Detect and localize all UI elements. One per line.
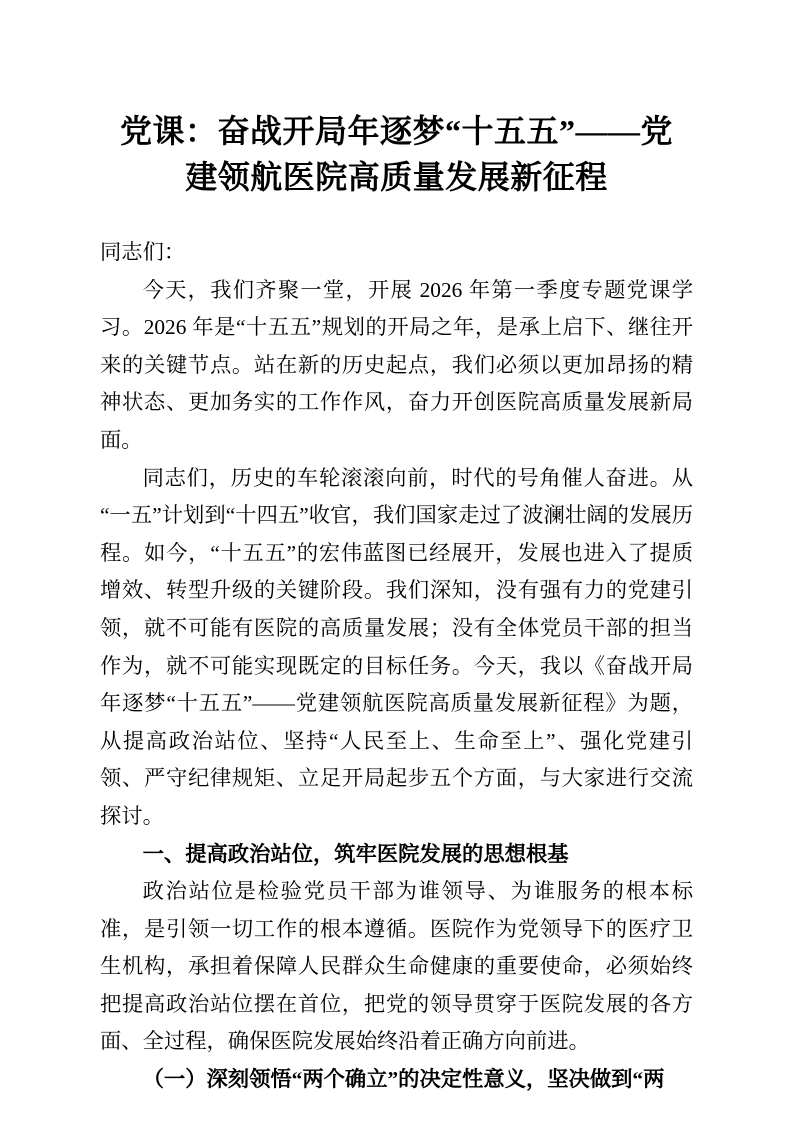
subsection-heading: （一）深刻领悟“两个确立”的决定性意义，坚决做到“两 [142,1067,665,1092]
document-title-line-1: 党课：奋战开局年逐梦“十五五”——党 [119,113,673,149]
paragraph: 同志们，历史的车轮滚滚向前，时代的号角催人奋进。从“一五”计划到“十四五”收官，我们国家走过了波澜壮阔的发展历程。如今，“十五五”的宏伟蓝图已经展开，发展也进入了提质增效、转型升级的关键阶段。我们深知，没有强有力的党建引领，就不可能有医院的高质量发展；没有全体党员干部的担当作为，就不可能实现既定的目标任务。今天，我以《奋战开局年逐梦“十五五”——党建领航医院高质量发展新征程》为题，从提高政治站位、坚持“人民至上、生命至上”、强化党建引领、严守纪律规矩、立足开局起步五个方面，与大家进行交流探讨。 [100,465,693,828]
paragraph: 今天，我们齐聚一堂，开展 2026 年第一季度专题党课学习。2026 年是“十五五”规划的开局之年，是承上启下、继往开来的关键节点。站在新的历史起点，我们必须以更加昂扬的精神状态、更加务实的工作作风，奋力开创医院高质量发展新局面。 [100,277,693,452]
paragraph: 政治站位是检验党员干部为谁领导、为谁服务的根本标准，是引领一切工作的根本遵循。医院作为党领导下的医疗卫生机构，承担着保障人民群众生命健康的重要使命，必须始终把提高政治站位摆在首位，把党的领导贯穿于医院发展的各方面、全过程，确保医院发展始终沿着正确方向前进。 [100,879,693,1054]
document-title-line-2: 建领航医院高质量发展新征程 [185,159,608,195]
salutation: 同志们： [100,240,186,264]
section-heading: 一、提高政治站位，筑牢医院发展的思想根基 [142,841,569,866]
document-body [100,234,693,1099]
document-title [100,108,693,200]
